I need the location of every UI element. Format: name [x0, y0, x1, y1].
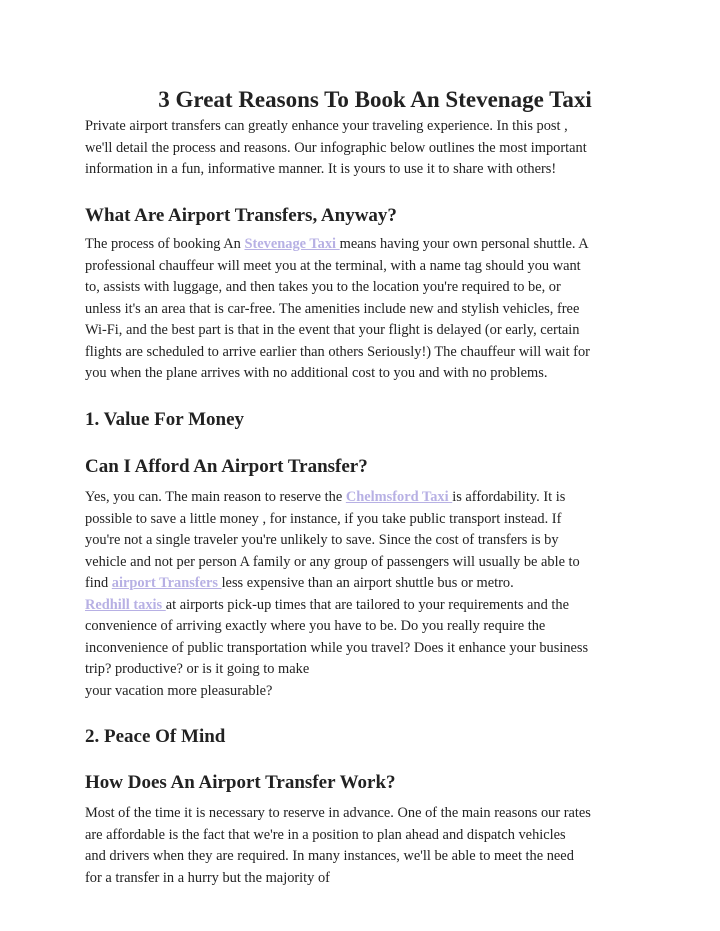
- section3-paragraph: [85, 803, 645, 889]
- subheading-afford-transfer: Can I Afford An Airport Transfer?: [85, 456, 368, 477]
- paragraph-line: Most of the time it is necessary to reserve in advance. One of the main reasons our rates: [85, 805, 591, 821]
- paragraph-line: your vacation more pleasurable?: [85, 682, 273, 699]
- paragraph-line: flights are scheduled to arrive earlier than others Seriously!) The chauffeur will wait for: [85, 343, 590, 360]
- stevenage-taxi-link[interactable]: Stevenage Taxi: [244, 236, 340, 252]
- intro-paragraph: [85, 116, 645, 181]
- text: is affordability. It is: [452, 489, 566, 505]
- paragraph-line: [85, 595, 645, 617]
- paragraph-line: to, assists with luggage, and then takes you to the location you're required to be, or: [85, 279, 561, 295]
- text: find: [85, 575, 112, 591]
- paragraph-line: and drivers when they are required. In many instances, we'll be able to meet the need: [85, 848, 574, 864]
- chelmsford-taxi-link[interactable]: Chelmsford Taxi: [345, 489, 453, 505]
- text: means having your own personal shuttle. A: [339, 236, 589, 252]
- paragraph-line: you when the plane arrives with no additional cost to you and with no problems.: [85, 365, 548, 381]
- text: at airports pick-up times that are tailored to your requirements and the: [165, 596, 569, 613]
- paragraph-line: [85, 234, 645, 256]
- section-heading-peace-of-mind: 2. Peace Of Mind: [85, 726, 226, 747]
- paragraph-line: inconvenience of public transportation while you travel? Does it enhance your business: [85, 639, 589, 656]
- text: Yes, you can. The main reason to reserve the: [85, 489, 346, 505]
- text: The process of booking An: [85, 236, 245, 252]
- paragraph-line: [85, 487, 645, 509]
- intro-line: information in a fun, informative manner. It is yours to use it to share with others!: [85, 161, 557, 177]
- page-title: 3 Great Reasons To Book An Stevenage Taxi: [158, 87, 592, 112]
- section-heading-value-for-money: 1. Value For Money: [85, 409, 245, 430]
- paragraph-line: Wi-Fi, and the best part is that in the event that your flight is delayed (or early, certain: [85, 322, 580, 338]
- paragraph-line: for a transfer in a hurry but the majority of: [85, 869, 330, 886]
- section-heading-airport-transfers: What Are Airport Transfers, Anyway?: [85, 205, 397, 226]
- section2-paragraph: [85, 487, 645, 702]
- paragraph-line: convenience of arriving exactly where you have to be. Do you really require the: [85, 618, 546, 634]
- redhill-taxis-link[interactable]: Redhill taxis: [85, 596, 166, 613]
- paragraph-line: are affordable is the fact that we're in a position to plan ahead and dispatch vehicles: [85, 826, 566, 843]
- paragraph-line: vehicle and not per person A family or any group of passengers will usually be able to: [85, 553, 580, 570]
- text: less expensive than an airport shuttle bus or metro.: [221, 575, 514, 591]
- paragraph-line: professional chauffeur will meet you at the terminal, with a name tag should you want: [85, 257, 581, 274]
- airport-transfers-link[interactable]: airport Transfers: [111, 575, 222, 591]
- paragraph-line: you're not a single traveler you're unlikely to save. Since the cost of transfers is by: [85, 532, 559, 548]
- subheading-how-transfer-works: How Does An Airport Transfer Work?: [85, 772, 396, 793]
- intro-line: Private airport transfers can greatly enhance your traveling experience. In this post ,: [85, 118, 568, 134]
- section1-paragraph: [85, 234, 645, 385]
- paragraph-line: trip? productive? or is it going to make: [85, 661, 310, 677]
- paragraph-line: unless it's an area that is car-free. The amenities include new and stylish vehicles, free: [85, 300, 580, 317]
- intro-line: we'll detail the process and reasons. Our infographic below outlines the most important: [85, 139, 587, 156]
- paragraph-line: possible to save a little money , for instance, if you take public transport instead. If: [85, 510, 562, 527]
- paragraph-line: [85, 573, 645, 595]
